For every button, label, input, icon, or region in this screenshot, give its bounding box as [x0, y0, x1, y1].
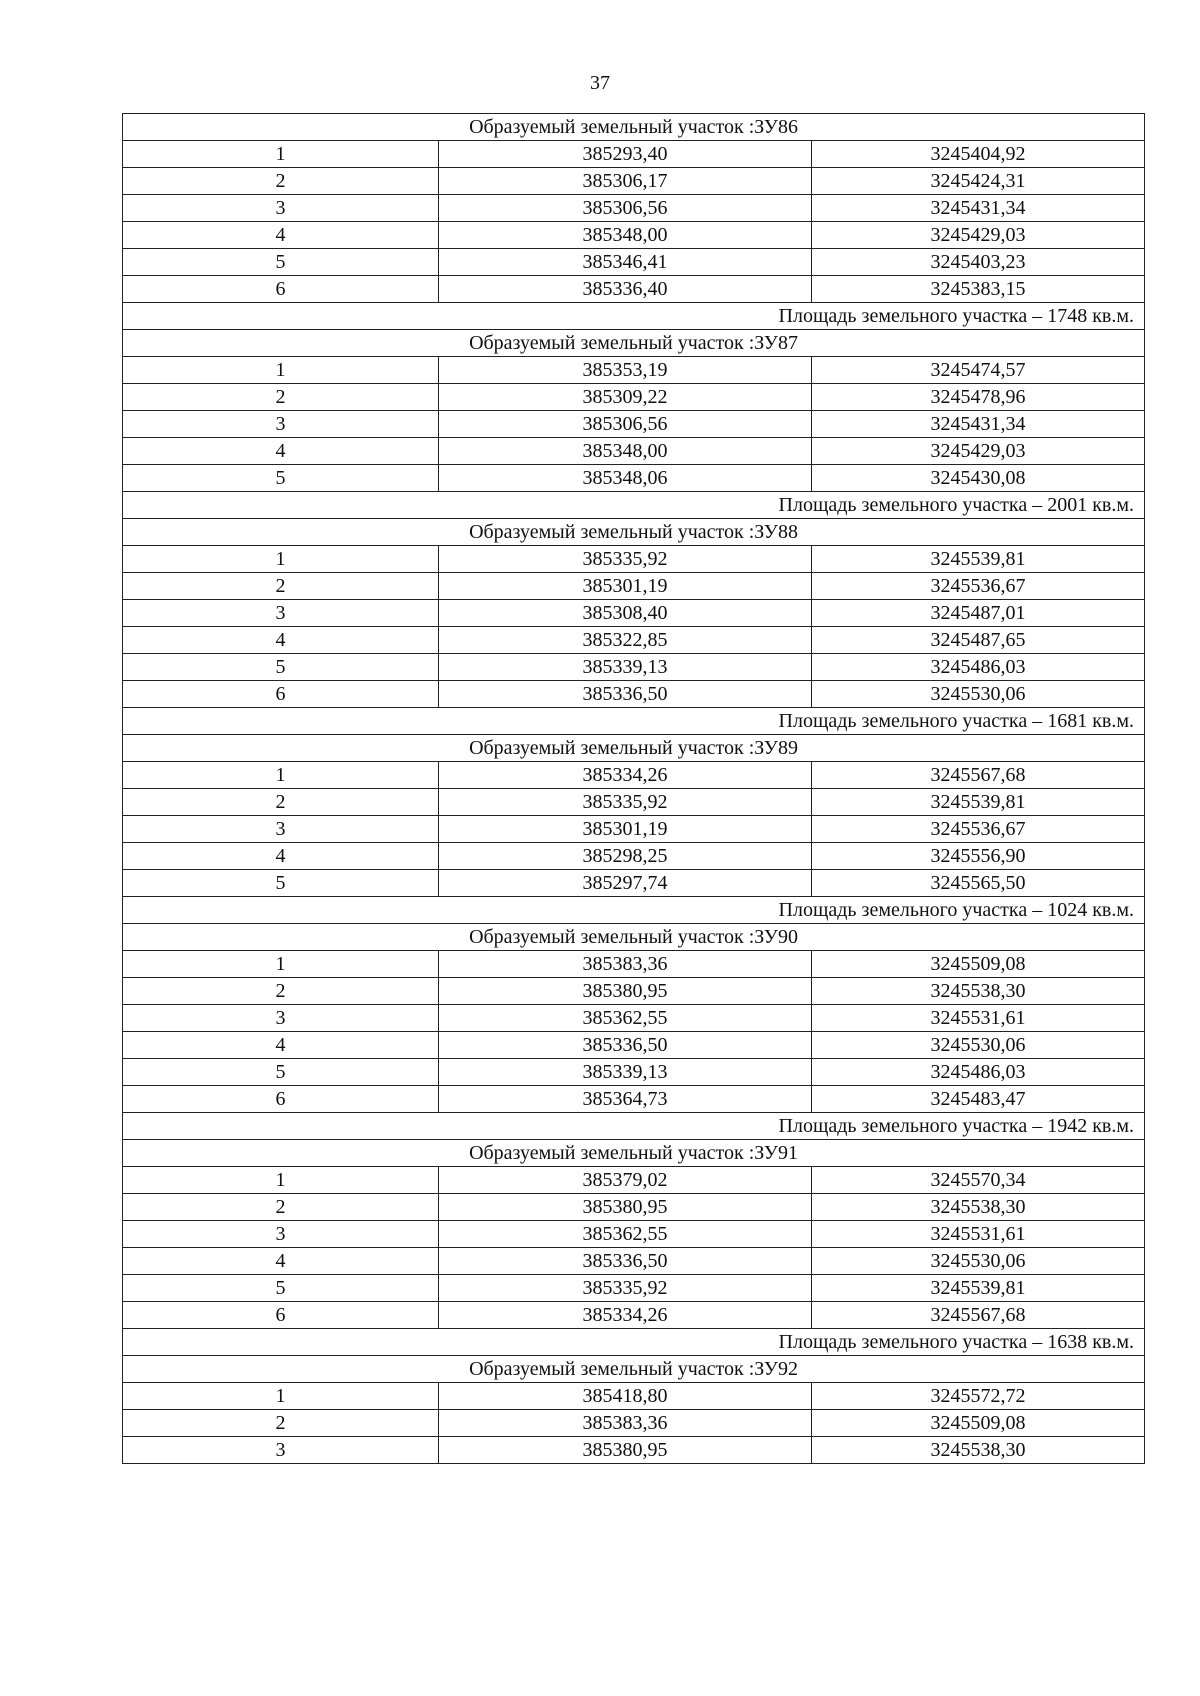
table-row — [123, 762, 1145, 789]
parcel-title: Образуемый земельный участок :ЗУ92 — [123, 1356, 1145, 1383]
point-number: 2 — [123, 789, 439, 816]
parcel-area-row — [123, 492, 1145, 519]
table-row — [123, 870, 1145, 897]
coordinate-x: 385306,17 — [439, 168, 812, 195]
parcel-title: Образуемый земельный участок :ЗУ88 — [123, 519, 1145, 546]
point-number: 2 — [123, 978, 439, 1005]
coordinate-x: 385348,00 — [439, 438, 812, 465]
coordinate-y: 3245531,61 — [812, 1005, 1145, 1032]
coordinate-x: 385336,40 — [439, 276, 812, 303]
coordinate-x: 385334,26 — [439, 1302, 812, 1329]
coordinate-y: 3245478,96 — [812, 384, 1145, 411]
coordinates-table-body — [123, 114, 1145, 1464]
point-number: 3 — [123, 1005, 439, 1032]
coordinate-y: 3245509,08 — [812, 951, 1145, 978]
point-number: 2 — [123, 384, 439, 411]
coordinate-x: 385380,95 — [439, 1194, 812, 1221]
coordinate-x: 385383,36 — [439, 951, 812, 978]
coordinate-y: 3245536,67 — [812, 573, 1145, 600]
coordinate-x: 385348,06 — [439, 465, 812, 492]
point-number: 5 — [123, 465, 439, 492]
parcel-area-row — [123, 1329, 1145, 1356]
point-number: 4 — [123, 438, 439, 465]
point-number: 2 — [123, 1410, 439, 1437]
table-row — [123, 357, 1145, 384]
table-row — [123, 195, 1145, 222]
parcel-area: Площадь земельного участка – 1942 кв.м. — [123, 1113, 1145, 1140]
point-number: 1 — [123, 546, 439, 573]
point-number: 4 — [123, 627, 439, 654]
table-row — [123, 546, 1145, 573]
parcel-area: Площадь земельного участка – 1024 кв.м. — [123, 897, 1145, 924]
point-number: 3 — [123, 411, 439, 438]
point-number: 6 — [123, 276, 439, 303]
table-row — [123, 141, 1145, 168]
parcel-title: Образуемый земельный участок :ЗУ91 — [123, 1140, 1145, 1167]
table-row — [123, 1248, 1145, 1275]
point-number: 1 — [123, 1383, 439, 1410]
parcel-title: Образуемый земельный участок :ЗУ87 — [123, 330, 1145, 357]
table-row — [123, 789, 1145, 816]
point-number: 6 — [123, 681, 439, 708]
coordinate-y: 3245536,67 — [812, 816, 1145, 843]
coordinate-x: 385362,55 — [439, 1005, 812, 1032]
coordinate-x: 385335,92 — [439, 789, 812, 816]
table-row — [123, 1302, 1145, 1329]
table-row — [123, 1086, 1145, 1113]
parcel-area-row — [123, 897, 1145, 924]
point-number: 3 — [123, 1437, 439, 1464]
table-row — [123, 465, 1145, 492]
coordinate-x: 385362,55 — [439, 1221, 812, 1248]
parcel-header-row — [123, 735, 1145, 762]
coordinate-x: 385353,19 — [439, 357, 812, 384]
coordinate-y: 3245530,06 — [812, 681, 1145, 708]
coordinate-x: 385306,56 — [439, 195, 812, 222]
parcel-area: Площадь земельного участка – 1681 кв.м. — [123, 708, 1145, 735]
parcel-area: Площадь земельного участка – 1748 кв.м. — [123, 303, 1145, 330]
coordinate-y: 3245429,03 — [812, 438, 1145, 465]
coordinate-y: 3245530,06 — [812, 1032, 1145, 1059]
coordinate-y: 3245531,61 — [812, 1221, 1145, 1248]
point-number: 4 — [123, 222, 439, 249]
point-number: 5 — [123, 1059, 439, 1086]
point-number: 5 — [123, 870, 439, 897]
parcel-area-row — [123, 303, 1145, 330]
coordinate-x: 385334,26 — [439, 762, 812, 789]
coordinate-y: 3245431,34 — [812, 195, 1145, 222]
table-row — [123, 276, 1145, 303]
coordinate-x: 385336,50 — [439, 1032, 812, 1059]
coordinate-y: 3245486,03 — [812, 1059, 1145, 1086]
table-row — [123, 411, 1145, 438]
table-row — [123, 1221, 1145, 1248]
parcel-header-row — [123, 114, 1145, 141]
parcel-area-row — [123, 708, 1145, 735]
parcel-title: Образуемый земельный участок :ЗУ86 — [123, 114, 1145, 141]
table-row — [123, 1383, 1145, 1410]
point-number: 4 — [123, 843, 439, 870]
coordinate-x: 385339,13 — [439, 1059, 812, 1086]
table-row — [123, 1005, 1145, 1032]
point-number: 3 — [123, 195, 439, 222]
parcel-header-row — [123, 1140, 1145, 1167]
coordinate-y: 3245539,81 — [812, 546, 1145, 573]
table-row — [123, 573, 1145, 600]
point-number: 2 — [123, 168, 439, 195]
table-row — [123, 627, 1145, 654]
coordinate-y: 3245403,23 — [812, 249, 1145, 276]
parcel-area: Площадь земельного участка – 2001 кв.м. — [123, 492, 1145, 519]
coordinate-x: 385383,36 — [439, 1410, 812, 1437]
table-row — [123, 1194, 1145, 1221]
coordinate-y: 3245530,06 — [812, 1248, 1145, 1275]
coordinate-x: 385380,95 — [439, 978, 812, 1005]
table-row — [123, 843, 1145, 870]
point-number: 1 — [123, 951, 439, 978]
coordinate-y: 3245565,50 — [812, 870, 1145, 897]
parcel-title: Образуемый земельный участок :ЗУ89 — [123, 735, 1145, 762]
coordinate-y: 3245539,81 — [812, 789, 1145, 816]
coordinate-y: 3245487,01 — [812, 600, 1145, 627]
coordinate-x: 385348,00 — [439, 222, 812, 249]
point-number: 4 — [123, 1032, 439, 1059]
parcel-header-row — [123, 1356, 1145, 1383]
table-row — [123, 978, 1145, 1005]
parcel-header-row — [123, 924, 1145, 951]
coordinate-y: 3245572,72 — [812, 1383, 1145, 1410]
coordinate-y: 3245567,68 — [812, 762, 1145, 789]
coordinate-y: 3245570,34 — [812, 1167, 1145, 1194]
table-row — [123, 1410, 1145, 1437]
coordinate-y: 3245383,15 — [812, 276, 1145, 303]
parcel-header-row — [123, 330, 1145, 357]
parcel-area-row — [123, 1113, 1145, 1140]
coordinate-x: 385301,19 — [439, 816, 812, 843]
coordinate-x: 385306,56 — [439, 411, 812, 438]
coordinate-y: 3245404,92 — [812, 141, 1145, 168]
coordinate-y: 3245567,68 — [812, 1302, 1145, 1329]
page-number: 37 — [590, 72, 610, 94]
coordinate-x: 385308,40 — [439, 600, 812, 627]
point-number: 3 — [123, 816, 439, 843]
table-row — [123, 222, 1145, 249]
point-number: 1 — [123, 762, 439, 789]
point-number: 2 — [123, 573, 439, 600]
coordinate-x: 385336,50 — [439, 681, 812, 708]
point-number: 4 — [123, 1248, 439, 1275]
coordinate-x: 385346,41 — [439, 249, 812, 276]
table-row — [123, 654, 1145, 681]
table-row — [123, 681, 1145, 708]
coordinate-x: 385336,50 — [439, 1248, 812, 1275]
table-row — [123, 1437, 1145, 1464]
coordinate-y: 3245538,30 — [812, 1437, 1145, 1464]
coordinates-table — [122, 113, 1145, 1464]
point-number: 3 — [123, 1221, 439, 1248]
table-row — [123, 168, 1145, 195]
parcel-area: Площадь земельного участка – 1638 кв.м. — [123, 1329, 1145, 1356]
parcel-header-row — [123, 519, 1145, 546]
table-row — [123, 1167, 1145, 1194]
coordinate-y: 3245474,57 — [812, 357, 1145, 384]
point-number: 5 — [123, 654, 439, 681]
table-row — [123, 951, 1145, 978]
coordinate-x: 385322,85 — [439, 627, 812, 654]
coordinate-y: 3245556,90 — [812, 843, 1145, 870]
point-number: 6 — [123, 1302, 439, 1329]
coordinate-x: 385335,92 — [439, 546, 812, 573]
coordinate-x: 385293,40 — [439, 141, 812, 168]
table-row — [123, 1032, 1145, 1059]
table-row — [123, 816, 1145, 843]
point-number: 5 — [123, 1275, 439, 1302]
coordinate-x: 385418,80 — [439, 1383, 812, 1410]
point-number: 5 — [123, 249, 439, 276]
coordinate-x: 385298,25 — [439, 843, 812, 870]
table-row — [123, 1059, 1145, 1086]
table-row — [123, 384, 1145, 411]
point-number: 6 — [123, 1086, 439, 1113]
coordinate-y: 3245487,65 — [812, 627, 1145, 654]
point-number: 1 — [123, 357, 439, 384]
table-row — [123, 1275, 1145, 1302]
coordinate-y: 3245424,31 — [812, 168, 1145, 195]
coordinate-y: 3245538,30 — [812, 978, 1145, 1005]
coordinate-y: 3245509,08 — [812, 1410, 1145, 1437]
coordinate-y: 3245431,34 — [812, 411, 1145, 438]
coordinate-x: 385339,13 — [439, 654, 812, 681]
table-row — [123, 600, 1145, 627]
point-number: 2 — [123, 1194, 439, 1221]
coordinate-x: 385301,19 — [439, 573, 812, 600]
point-number: 1 — [123, 1167, 439, 1194]
coordinate-x: 385335,92 — [439, 1275, 812, 1302]
coordinate-y: 3245483,47 — [812, 1086, 1145, 1113]
coordinate-x: 385297,74 — [439, 870, 812, 897]
coordinate-y: 3245430,08 — [812, 465, 1145, 492]
coordinate-x: 385309,22 — [439, 384, 812, 411]
coordinate-x: 385379,02 — [439, 1167, 812, 1194]
table-row — [123, 438, 1145, 465]
table-row — [123, 249, 1145, 276]
point-number: 3 — [123, 600, 439, 627]
coordinate-y: 3245429,03 — [812, 222, 1145, 249]
coordinate-y: 3245538,30 — [812, 1194, 1145, 1221]
coordinate-x: 385364,73 — [439, 1086, 812, 1113]
coordinate-x: 385380,95 — [439, 1437, 812, 1464]
coordinate-y: 3245486,03 — [812, 654, 1145, 681]
point-number: 1 — [123, 141, 439, 168]
parcel-title: Образуемый земельный участок :ЗУ90 — [123, 924, 1145, 951]
coordinate-y: 3245539,81 — [812, 1275, 1145, 1302]
